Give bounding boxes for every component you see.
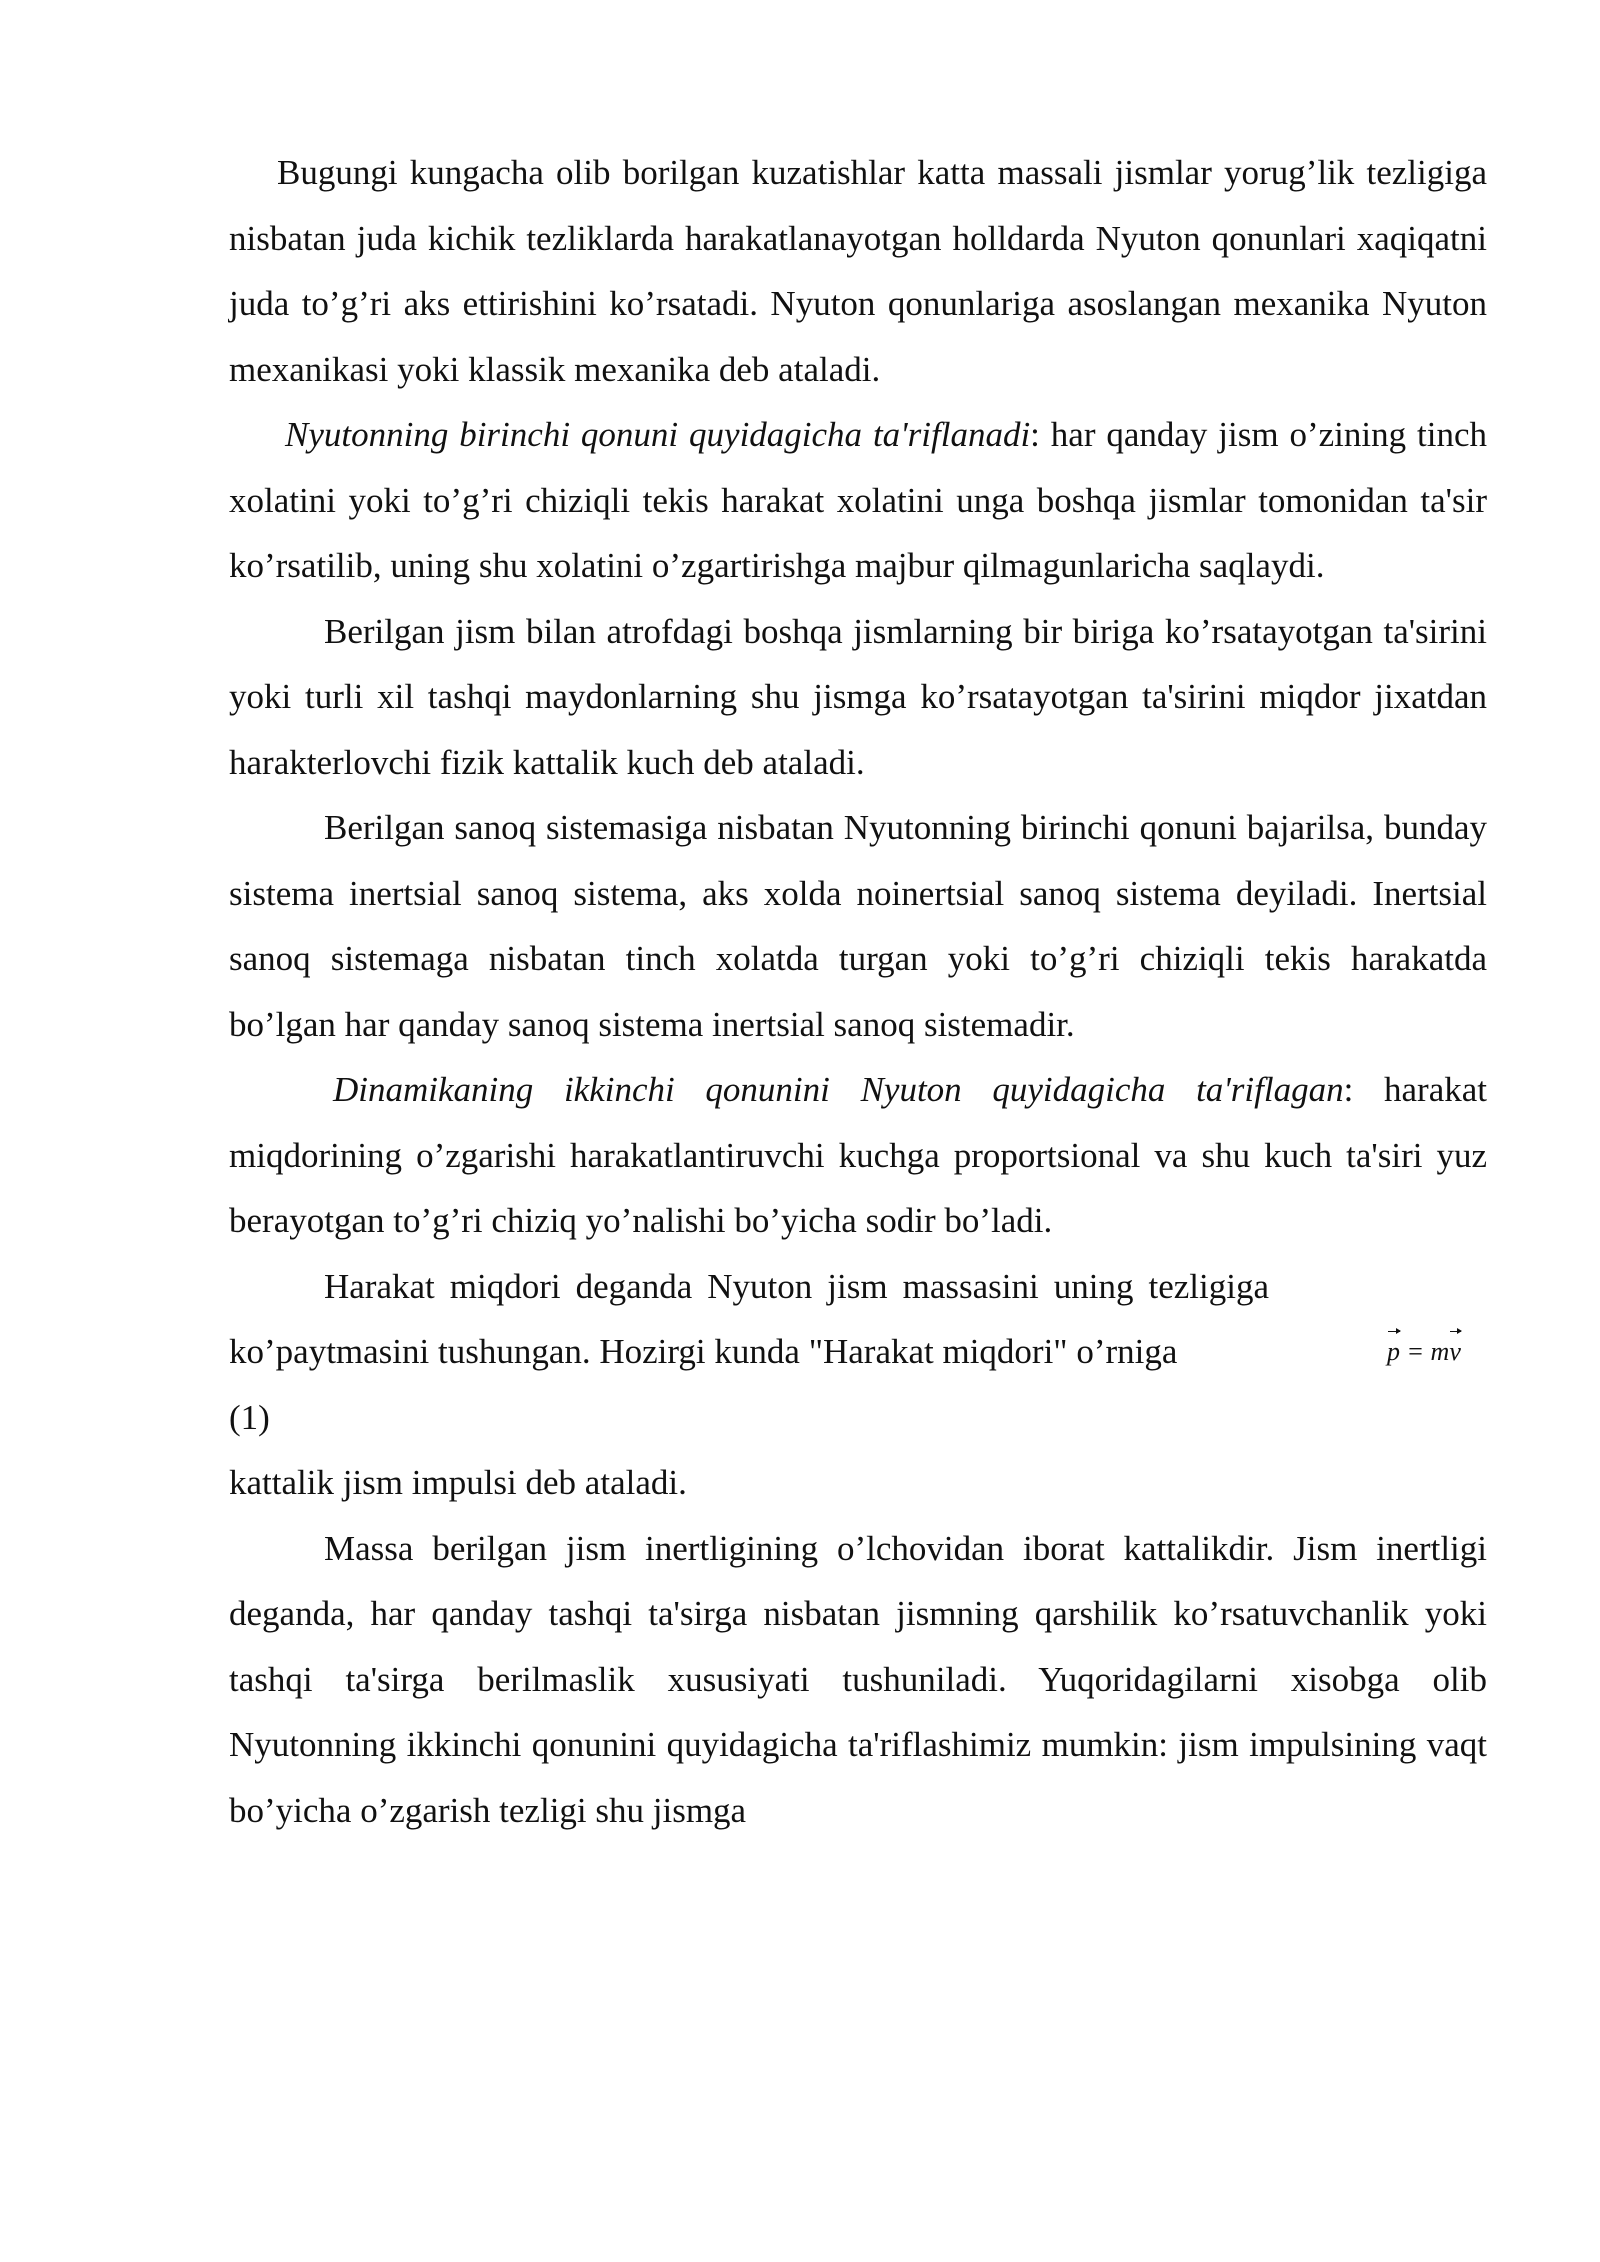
paragraph-inertial-frame: Berilgan sanoq sistemasiga nisbatan Nyutonning birinchi qonuni bajarilsa, bunday sistema inertsial sanoq sistema, aks xolda noinertsial sanoq sistema deyiladi. Inertsial sanoq sistemaga nisbatan tinch xolatda turgan yoki to’g’ri chiziqli tekis harakatda bo’lgan har qanday sanoq sistema inertsial sanoq sistemadir. <box>229 808 1487 1044</box>
first-law-lead: Nyutonning birinchi qonuni quyidagicha ta'riflanadi <box>285 415 1031 454</box>
momentum-formula: p = mv <box>1387 1319 1461 1385</box>
paragraph-second-law: Dinamikaning ikkinchi qonunini Nyuton quyidagicha ta'riflagan: harakat miqdorining o’zgarishi harakatlantiruvchi kuchga proportsional va shu kuch ta'siri yuz berayotgan to’g’ri chiziq yo’nalishi bo’yicha sodir bo’ladi. <box>229 1070 1487 1240</box>
second-law-lead: Dinamikaning ikkinchi qonunini Nyuton quyidagicha ta'riflagan <box>333 1070 1344 1109</box>
document-page <box>229 140 1487 1843</box>
paragraph-mass-inertia: Massa berilgan jism inertligining o’lchovidan iborat kattalikdir. Jism inertligi deganda, har qanday tashqi ta'sirga nisbatan jismning qarshilik ko’rsatuvchanlik yoki tashqi ta'sirga berilmaslik xususiyati tushuniladi. Yuqoridagilarni xisobga olib Nyutonning ikkinchi qonunini quyidagicha ta'riflashimiz mumkin: jism impulsining vaqt bo’yicha o’zgarish tezligi shu jismga <box>229 1528 1487 1830</box>
paragraph-force-definition: Berilgan jism bilan atrofdagi boshqa jismlarning bir biriga ko’rsatayotgan ta'sirini yoki turli xil tashqi maydonlarning shu jismga ko’rsatayotgan ta'sirini miqdor jixatdan harakterlovchi fizik kattalik kuch deb ataladi. <box>229 611 1487 782</box>
velocity-vector: v <box>1449 1319 1461 1385</box>
momentum-vector: p <box>1387 1319 1400 1385</box>
paragraph-classical-mechanics: Bugungi kungacha olib borilgan kuzatishlar katta massali jismlar yorug’lik tezligiga nisbatan juda kichik tezliklarda harakatlanayotgan holldarda Nyuton qonunlari xaqiqatni juda to’g’ri aks ettirishini ko’rsatadi. Nyuton qonunlariga asoslangan mexanika Nyuton mexanikasi yoki klassik mexanika deb ataladi. <box>229 153 1487 389</box>
paragraph-momentum: Harakat miqdori deganda Nyuton jism massasini uning tezligiga ko’paytmasini tushungan. Hozirgi kunda "Harakat miqdori" o’rniga <box>229 1266 1269 1371</box>
momentum-paragraph <box>229 1254 1487 1385</box>
paragraph-impulse: kattalik jism impulsi deb ataladi. <box>229 1463 687 1502</box>
equation-number: (1) <box>229 1397 270 1437</box>
paragraph-first-law: Nyutonning birinchi qonuni quyidagicha ta'riflanadi: har qanday jism o’zining tinch xolatini yoki to’g’ri chiziqli tekis harakat xolatini unga boshqa jismlar tomonidan ta'sir ko’rsatilib, uning shu xolatini o’zgartirishga majbur qilmagunlaricha saqlaydi. <box>229 415 1487 585</box>
